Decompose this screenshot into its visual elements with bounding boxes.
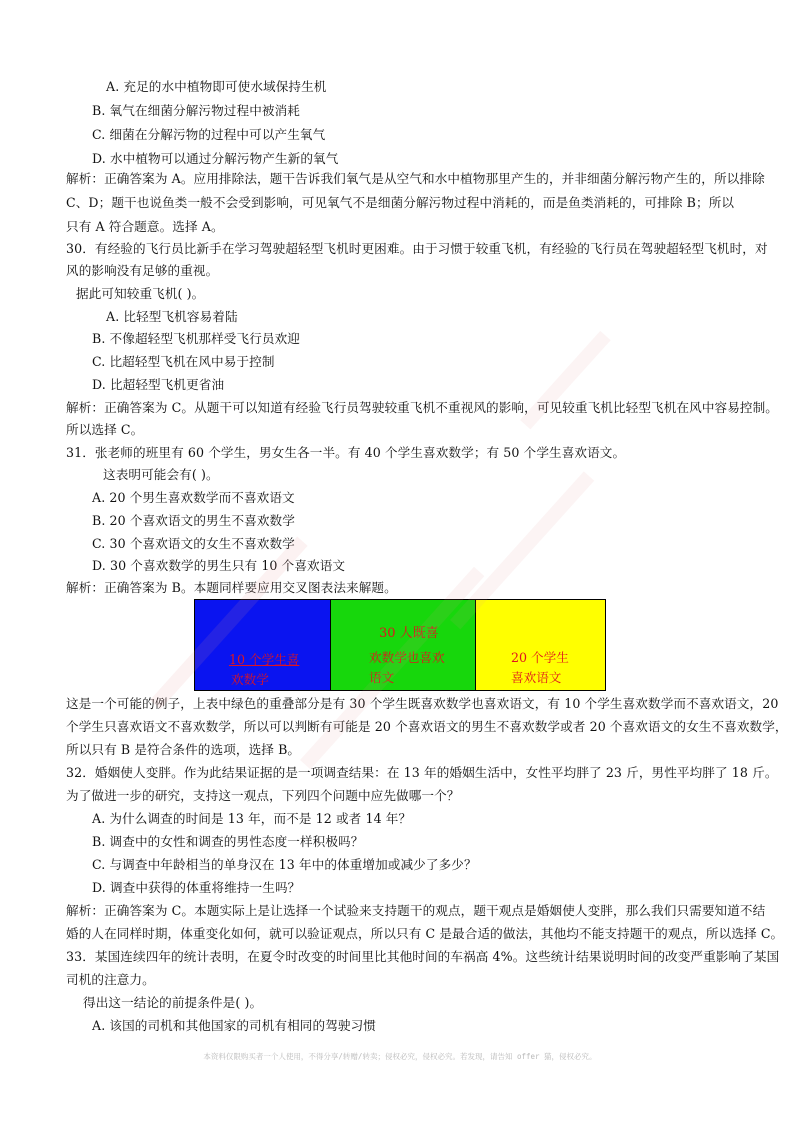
q30-option-d: D. 比超轻型飞机更省油: [92, 377, 225, 392]
q32-option-d: D. 调查中获得的体重将维持一生吗？: [92, 880, 301, 895]
venn-table: [194, 599, 606, 691]
q30-stem-line: 风的影响没有足够的重视。: [66, 263, 219, 278]
q31-option-a: A. 20 个男生喜欢数学而不喜欢语文: [92, 490, 295, 505]
venn-middle-label: 语文: [369, 670, 395, 685]
q29-option-a: A. 充足的水中植物即可使水域保持生机: [106, 79, 327, 94]
q32-stem-line: 32．婚姻使人变胖。作为此结果证据的是一项调查结果：在 13 年的婚姻生活中，女性平均胖了 23 斤，男性平均胖了 18 斤。: [66, 765, 778, 780]
q31-analysis-intro: 解析：正确答案为 B。本题同样要应用交叉图表法来解题。: [66, 580, 397, 595]
footer-notice: 本资料仅限购买者一个人使用，不得分享/转赠/转卖；侵权必究，侵权必究。若发现，请告知 offer 猫，侵权必究。: [203, 1052, 597, 1061]
venn-left-label: 欢数学: [231, 672, 269, 687]
q29-option-d: D. 水中植物可以通过分解污物产生新的氧气: [92, 151, 339, 166]
q31-prompt: 这表明可能会有( )。: [103, 467, 219, 482]
q29-option-c: C. 细菌在分解污物的过程中可以产生氧气: [92, 127, 326, 142]
q30-option-c: C. 比超轻型飞机在风中易于控制: [92, 354, 275, 369]
q32-option-b: B. 调查中的女性和调查的男性态度一样积极吗？: [92, 834, 364, 849]
q30-stem-line: 30．有经验的飞行员比新手在学习驾驶超轻型飞机时更困难。由于习惯于较重飞机，有经验的飞行员在驾驶超轻型飞机时，对: [66, 241, 768, 256]
q31-analysis-line: 所以只有 B 是符合条件的选项，选择 B。: [66, 742, 301, 757]
venn-middle-label: 欢数学也喜欢: [369, 650, 445, 665]
venn-middle-label: 30 人既喜: [379, 626, 439, 641]
q32-analysis-line: 解析：正确答案为 C。本题实际上是让选择一个试验来支持题干的观点，题干观点是婚姻使人变胖，那么我们只需要知道不结: [66, 903, 766, 918]
q33-prompt: 得出这一结论的前提条件是( )。: [83, 995, 263, 1010]
q30-analysis-line: 所以选择 C。: [66, 422, 144, 437]
q33-stem-line: 33．某国连续四年的统计表明，在夏令时改变的时间里比其他时间的车祸高 4%。这些统计结果说明时间的改变严重影响了某国: [66, 949, 780, 964]
q31-stem: 31．张老师的班里有 60 个学生，男女生各一半。有 40 个学生喜欢数学；有 50 个学生喜欢语文。: [66, 445, 626, 460]
q30-option-a: A. 比轻型飞机容易着陆: [106, 309, 238, 324]
q31-option-d: D. 30 个喜欢数学的男生只有 10 个喜欢语文: [92, 558, 346, 573]
q31-option-b: B. 20 个喜欢语文的男生不喜欢数学: [92, 513, 295, 528]
venn-right-label: 喜欢语文: [511, 670, 562, 685]
q31-analysis-line: 这是一个可能的例子，上表中绿色的重叠部分是有 30 个学生既喜欢数学也喜欢语文，有 10 个学生喜欢数学而不喜欢语文，20: [66, 696, 779, 711]
q29-analysis-line: 只有 A 符合题意。选择 A。: [66, 219, 224, 234]
q31-analysis-line: 个学生只喜欢语文不喜欢数学，所以可以判断有可能是 20 个喜欢语文的男生不喜欢数学或者 20 个喜欢语文的女生不喜欢数学，: [66, 719, 788, 734]
q29-analysis-line: 解析：正确答案为 A。应用排除法，题干告诉我们氧气是从空气和水中植物那里产生的，并非细菌分解污物产生的，所以排除: [66, 171, 765, 186]
q32-stem-line: 为了做进一步的研究，支持这一观点，下列四个问题中应先做哪一个？: [66, 788, 460, 803]
q33-option-a: A. 该国的司机和其他国家的司机有相同的驾驶习惯: [92, 1018, 376, 1033]
q32-option-a: A. 为什么调查的时间是 13 年，而不是 12 或者 14 年？: [92, 811, 412, 826]
venn-left-label: 10 个学生喜: [229, 652, 300, 667]
q29-analysis-line: C、D；题干也说鱼类一般不会受到影响，可见氧气不是细菌分解污物过程中消耗的，而是鱼类消耗的，可排除 B；所以: [66, 195, 735, 210]
q33-stem-line: 司机的注意力。: [66, 972, 155, 987]
q30-analysis-line: 解析：正确答案为 C。从题干可以知道有经验飞行员驾驶较重飞机不重视风的影响，可见较重飞机比轻型飞机在风中容易控制。: [66, 400, 778, 415]
q31-option-c: C. 30 个喜欢语文的女生不喜欢数学: [92, 536, 295, 551]
q30-prompt: 据此可知较重飞机( )。: [76, 286, 205, 301]
q32-option-c: C. 与调查中年龄相当的单身汉在 13 年中的体重增加或减少了多少？: [92, 857, 477, 872]
q30-option-b: B. 不像超轻型飞机那样受飞行员欢迎: [92, 331, 300, 346]
venn-right-label: 20 个学生: [511, 650, 569, 665]
q32-analysis-line: 婚的人在同样时期，体重变化如何，就可以验证观点，所以只有 C 是最合适的做法，其他均不能支持题干的观点，所以选择 C。: [66, 926, 784, 941]
venn-right-cell: [476, 600, 605, 690]
q29-option-b: B. 氧气在细菌分解污物过程中被消耗: [92, 103, 300, 118]
